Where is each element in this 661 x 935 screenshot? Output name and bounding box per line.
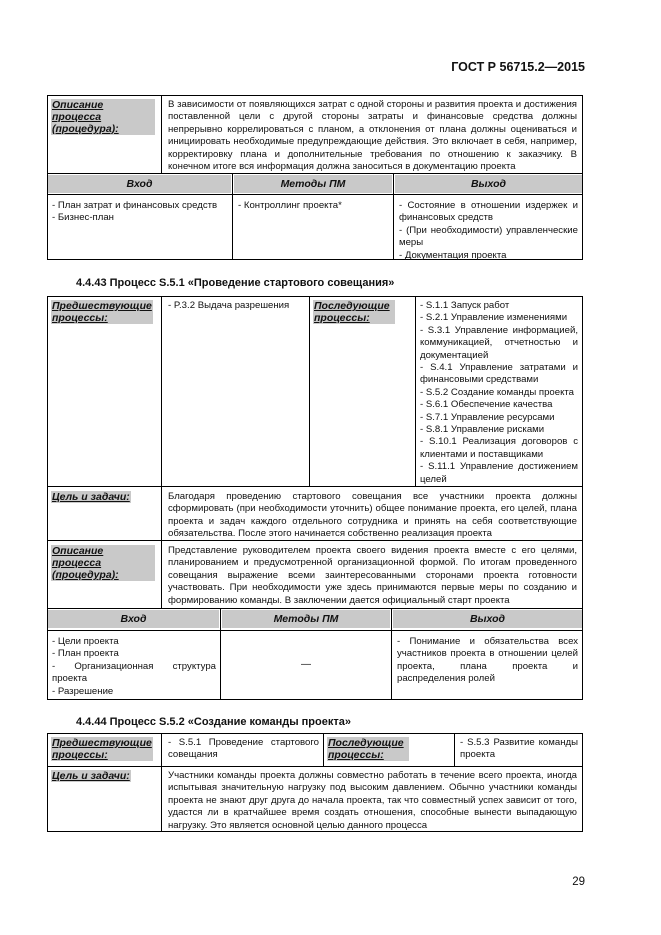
description-text: Представление руководителем проекта своего видения проекта вместе с его целями, планированием и предусмотренной организационной формой. По итогам проведенного совещания выражение всеми заинтересованными сторонами проекта готовности участвовать. При необходимости уже здесь принимаются первые меры по созданию и формированию команды. В заключении дается официальный старт проекта <box>168 545 577 606</box>
goal-label: Цель и задачи: <box>52 770 130 782</box>
col-header-methods: Методы ПМ <box>234 175 392 193</box>
list-item: - Организационная структура проекта <box>52 660 216 685</box>
goal-text: Участники команды проекта должны совместно работать в течение всего проекта, иногда испытывая значительную нагрузку под высоким давлением. Обычно участники команды проекта не знают друг друга до начала проекта, так что совместный успех зависит от того, удастся ли в кратчайшее время создать отношения, способные вынести выпадающую нагрузку. Это является основной целью данного процесса <box>168 770 577 831</box>
list-item: - Понимание и обязательства всех участников проекта в отношении целей проекта, плана проекта и распределения ролей <box>397 636 578 685</box>
goal-text: Благодаря проведению стартового совещания все участники проекта должны сформировать (при необходимости уточнить) общее понимание проекта, его целей, плана проекта и задач каждого отдельного сотрудника и принять на себя соответствующие обязательства. После этого начинается собственно реализация проекта <box>168 491 577 540</box>
list-item: - S.1.1 Запуск работ <box>420 300 510 311</box>
col-header-input: Вход <box>48 175 231 193</box>
list-item: - S.8.1 Управление рисками <box>420 424 545 436</box>
goal-label: Цель и задачи: <box>52 491 130 503</box>
section-title-4-4-44: 4.4.44 Процесс S.5.2 «Создание команды проекта» <box>76 716 351 728</box>
predecessors-list <box>168 737 319 762</box>
input-list <box>52 636 216 698</box>
list-item: - S.5.2 Создание команды проекта <box>420 386 575 398</box>
description-text: В зависимости от появляющихся затрат с одной стороны и развития проекта и достижения поставленной цели с другой стороны затраты и финансовые средства должны непрерывно коррелироваться с планом, а отклонения от плана должны оцениваться и инициировать необходимые предупреждающие действия. Это включает в себя, например, корректировку плана и дополнительные требования по отношению к заказчику. В конечном итоге вся информация должна заноситься в документацию проекта <box>168 99 577 173</box>
list-item: - P.3.2 Выдача разрешения <box>168 300 290 311</box>
col-header-input: Вход <box>48 610 219 628</box>
successors-label: Последующие процессы: <box>327 737 409 761</box>
list-item: - S.5.1 Проведение стартового совещания <box>168 737 319 761</box>
list-item: - Контроллинг проекта* <box>238 200 342 211</box>
predecessors-label: Предшествующие процессы: <box>52 737 152 761</box>
list-item: - (При необходимости) управленческие меры <box>399 224 578 249</box>
list-item: - S.4.1 Управление затратами и финансовыми средствами <box>420 362 578 386</box>
col-header-output: Выход <box>393 610 582 628</box>
page-header: ГОСТ Р 56715.2—2015 <box>451 60 585 74</box>
list-item: - S.7.1 Управление ресурсами <box>420 411 555 423</box>
list-item: - S.3.1 Управление информацией, коммуникацией, отчетностью и документацией <box>420 324 578 361</box>
list-item: - Разрешение <box>52 685 114 697</box>
list-item: - Состояние в отношении издержек и финансовых средств <box>399 200 578 224</box>
predecessors-list <box>168 300 306 312</box>
output-list <box>399 200 578 262</box>
list-item: - План затрат и финансовых средств <box>52 200 218 211</box>
list-item: - S.5.3 Развитие команды проекта <box>460 737 578 761</box>
predecessors-label: Предшествующие процессы: <box>52 300 152 324</box>
list-item: - S.11.1 Управление достижением целей <box>420 461 578 485</box>
output-list <box>397 636 578 686</box>
list-item: - S.2.1 Управление изменениями <box>420 312 568 324</box>
section-title-4-4-43: 4.4.43 Процесс S.5.1 «Проведение стартового совещания» <box>76 277 395 289</box>
list-item: - План проекта <box>52 648 119 660</box>
list-item: - Бизнес-план <box>52 212 114 224</box>
col-header-methods: Методы ПМ <box>222 610 390 628</box>
methods-dash: — <box>301 659 311 670</box>
list-item: - S.6.1 Обеспечение качества <box>420 399 553 411</box>
description-label: Описание процесса (процедура): <box>51 99 155 135</box>
page-number: 29 <box>572 876 585 888</box>
description-label: Описание процесса (процедура): <box>51 545 155 581</box>
list-item: - Цели проекта <box>52 636 119 647</box>
list-item: - Документация проекта <box>399 249 507 261</box>
successors-list <box>420 300 578 486</box>
successors-label: Последующие процессы: <box>313 300 395 324</box>
methods-list <box>238 200 390 212</box>
successors-list <box>460 737 578 762</box>
col-header-output: Выход <box>395 175 582 193</box>
list-item: - S.10.1 Реализация договоров с клиентами и поставщиками <box>420 436 578 460</box>
input-list <box>52 200 230 225</box>
